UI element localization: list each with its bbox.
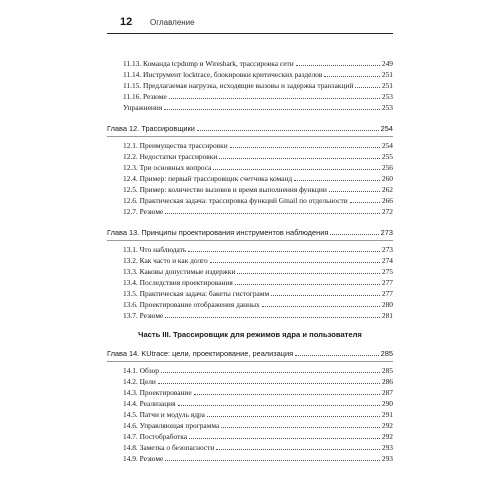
entry-page-number: 254 <box>381 141 393 150</box>
dot-leader <box>197 130 379 131</box>
entry-title: Упражнения <box>123 103 163 112</box>
dot-leader <box>262 306 380 307</box>
table-of-contents <box>107 57 393 463</box>
section-entry <box>107 375 393 386</box>
entry-page-number: 273 <box>380 228 393 237</box>
section-entry <box>107 287 393 298</box>
entry-page-number: 260 <box>381 174 393 183</box>
dot-leader <box>178 405 380 406</box>
dot-leader <box>194 394 380 395</box>
entry-title: Глава 12. Трассировщики <box>107 124 195 133</box>
chapter-divider <box>107 361 393 362</box>
spacer <box>107 216 393 226</box>
section-entry <box>107 364 393 375</box>
entry-title: 14.5. Патчи и модуль ядра <box>123 410 205 419</box>
dot-leader <box>165 213 380 214</box>
dot-leader <box>230 147 380 148</box>
section-entry <box>107 386 393 397</box>
entry-page-number: 285 <box>381 366 393 375</box>
section-entry <box>107 172 393 183</box>
entry-title: 14.7. Постобработка <box>123 432 188 441</box>
section-entry <box>107 408 393 419</box>
section-entry <box>107 194 393 205</box>
dot-leader <box>158 383 380 384</box>
dot-leader <box>235 284 380 285</box>
dot-leader <box>221 427 380 428</box>
entry-title: 12.6. Практическая задача: трассировка функций Gmail по отдельности <box>123 196 348 205</box>
entry-title: 14.6. Управляющая программа <box>123 421 220 430</box>
chapter-entry <box>107 347 393 358</box>
dot-leader <box>213 169 379 170</box>
dot-leader <box>188 251 380 252</box>
section-entry <box>107 139 393 150</box>
running-title: Оглавление <box>150 18 195 27</box>
entry-page-number: 272 <box>381 207 393 216</box>
dot-leader <box>324 76 380 77</box>
entry-title: 14.9. Резюме <box>123 454 164 463</box>
section-entry <box>107 397 393 408</box>
entry-page-number: 292 <box>381 432 393 441</box>
entry-title: 12.1. Преимущества трассировки <box>123 141 228 150</box>
dot-leader <box>169 98 380 99</box>
entry-page-number: 285 <box>380 349 393 358</box>
dot-leader <box>189 438 380 439</box>
entry-title: 12.4. Пример: первый трассировщик счетчика команд <box>123 174 293 183</box>
spacer <box>107 112 393 122</box>
section-entry <box>107 90 393 101</box>
entry-page-number: 251 <box>381 70 393 79</box>
entry-title: 13.6. Проектирование отображения данных <box>123 300 260 309</box>
dot-leader <box>296 65 380 66</box>
entry-page-number: 275 <box>381 267 393 276</box>
dot-leader <box>216 449 380 450</box>
chapter-entry <box>107 226 393 237</box>
chapter-divider <box>107 136 393 137</box>
entry-page-number: 254 <box>380 124 393 133</box>
section-entry <box>107 419 393 430</box>
entry-page-number: 290 <box>381 399 393 408</box>
entry-title: 14.8. Заметка о безопасности <box>123 443 215 452</box>
entry-title: 12.2. Недостатки трассировки <box>123 152 218 161</box>
dot-leader <box>165 317 380 318</box>
dot-leader <box>271 295 380 296</box>
section-entry <box>107 243 393 254</box>
entry-page-number: 262 <box>381 185 393 194</box>
dot-leader <box>350 202 380 203</box>
chapter-entry <box>107 122 393 133</box>
entry-page-number: 249 <box>381 59 393 68</box>
entry-page-number: 253 <box>381 92 393 101</box>
section-entry <box>107 276 393 287</box>
entry-title: 11.16. Резюме <box>123 92 167 101</box>
section-entry <box>107 183 393 194</box>
section-entry <box>107 79 393 90</box>
entry-title: Глава 13. Принципы проектирования инструментов наблюдения <box>107 228 329 237</box>
entry-title: 14.2. Цели <box>123 377 156 386</box>
entry-page-number: 277 <box>381 289 393 298</box>
section-entry <box>107 150 393 161</box>
entry-page-number: 255 <box>381 152 393 161</box>
entry-page-number: 292 <box>381 421 393 430</box>
entry-page-number: 286 <box>381 377 393 386</box>
entry-page-number: 274 <box>381 256 393 265</box>
dot-leader <box>164 109 380 110</box>
page-number: 12 <box>120 16 133 28</box>
section-entry <box>107 161 393 172</box>
part-title: Часть III. Трассировщик для режимов ядра и пользователя <box>138 330 362 339</box>
dot-leader <box>355 87 380 88</box>
section-entry <box>107 441 393 452</box>
entry-page-number: 281 <box>381 311 393 320</box>
entry-title: 11.14. Инструмент locktrace, блокировки критических разделов <box>123 70 323 79</box>
entry-page-number: 277 <box>381 278 393 287</box>
dot-leader <box>161 372 380 373</box>
dot-leader <box>329 191 380 192</box>
entry-title: 12.5. Пример: количество вызовов и время выполнения функции <box>123 185 327 194</box>
entry-page-number: 266 <box>381 196 393 205</box>
dot-leader <box>210 262 380 263</box>
dot-leader <box>295 355 379 356</box>
entry-title: 13.3. Каковы допустимые издержки <box>123 267 236 276</box>
entry-page-number: 251 <box>381 81 393 90</box>
entry-title: 13.5. Практическая задача: бакеты гистограмм <box>123 289 270 298</box>
dot-leader <box>330 234 378 235</box>
entry-page-number: 273 <box>381 245 393 254</box>
dot-leader <box>219 158 380 159</box>
entry-page-number: 293 <box>381 454 393 463</box>
section-entry <box>107 254 393 265</box>
header-rule <box>107 33 393 34</box>
entry-title: 13.2. Как часто и как долго <box>123 256 208 265</box>
entry-page-number: 287 <box>381 388 393 397</box>
entry-title: 13.1. Что наблюдать <box>123 245 187 254</box>
section-entry <box>107 101 393 112</box>
entry-title: 14.1. Обзор <box>123 366 159 375</box>
dot-leader <box>237 273 379 274</box>
section-entry <box>107 205 393 216</box>
section-entry <box>107 309 393 320</box>
entry-page-number: 256 <box>381 163 393 172</box>
entry-title: 14.3. Проектирование <box>123 388 192 397</box>
dot-leader <box>165 460 380 461</box>
dot-leader <box>207 416 380 417</box>
entry-title: 13.7. Резюме <box>123 311 164 320</box>
entry-title: Глава 14. KUtrace: цели, проектирование, реализация <box>107 349 294 358</box>
section-entry <box>107 430 393 441</box>
section-entry <box>107 452 393 463</box>
entry-title: 12.3. Три основных вопроса <box>123 163 212 172</box>
entry-title: 11.15. Предлагаемая нагрузка, исходящие вызовы и задержка транзакций <box>123 81 354 90</box>
entry-title: 13.4. Последствия проектирования <box>123 278 233 287</box>
page-header <box>107 15 393 35</box>
section-entry <box>107 68 393 79</box>
entry-title: 11.13. Команда tcpdump и Wireshark, трассировка сети <box>123 59 294 68</box>
entry-page-number: 293 <box>381 443 393 452</box>
entry-page-number: 280 <box>381 300 393 309</box>
section-entry <box>107 298 393 309</box>
entry-page-number: 253 <box>381 103 393 112</box>
entry-title: 14.4. Реализация <box>123 399 176 408</box>
entry-title: 12.7. Резюме <box>123 207 164 216</box>
entry-page-number: 291 <box>381 410 393 419</box>
section-entry <box>107 265 393 276</box>
dot-leader <box>294 180 380 181</box>
section-entry <box>107 57 393 68</box>
chapter-divider <box>107 240 393 241</box>
